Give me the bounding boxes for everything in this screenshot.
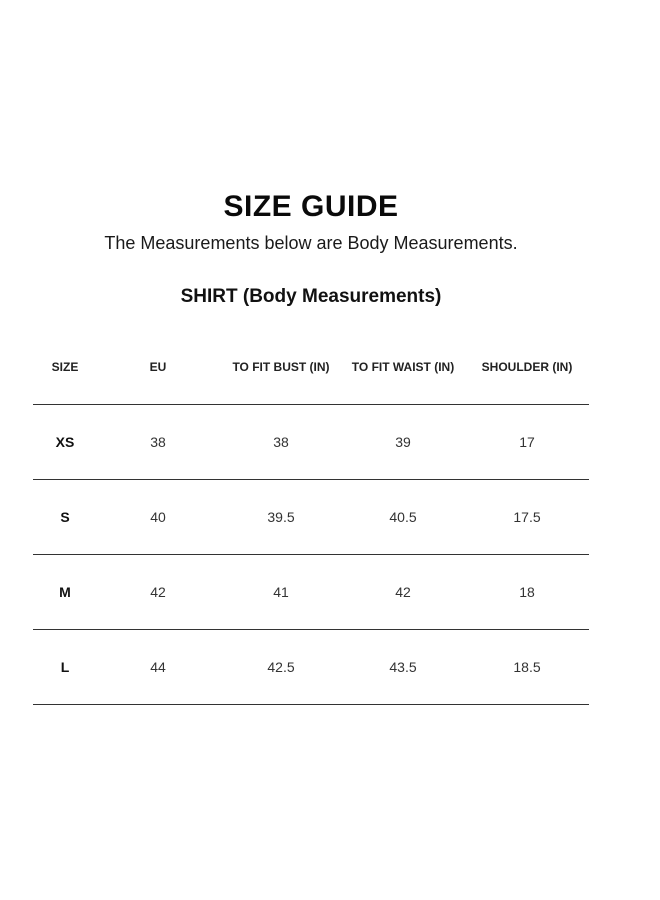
page-subtitle: The Measurements below are Body Measurements. xyxy=(104,233,518,253)
table-row xyxy=(33,405,589,480)
table-row xyxy=(33,630,589,705)
cell-bust: 42.5 xyxy=(267,659,295,675)
cell-size: S xyxy=(60,509,70,525)
cell-waist: 43.5 xyxy=(389,659,417,675)
cell-eu: 44 xyxy=(150,659,166,675)
table-row xyxy=(33,555,589,630)
cell-bust: 38 xyxy=(273,434,289,450)
cell-shoulder: 17 xyxy=(519,434,535,450)
cell-waist: 40.5 xyxy=(389,509,417,525)
cell-bust: 39.5 xyxy=(267,509,295,525)
cell-waist: 42 xyxy=(395,584,411,600)
cell-eu: 38 xyxy=(150,434,166,450)
size-table xyxy=(33,330,589,705)
cell-shoulder: 18 xyxy=(519,584,535,600)
section-title: SHIRT (Body Measurements) xyxy=(180,286,442,307)
header-eu: EU xyxy=(149,360,167,374)
table-header-row xyxy=(33,330,589,405)
page-title: SIZE GUIDE xyxy=(223,190,399,223)
cell-shoulder: 17.5 xyxy=(513,509,541,525)
header-bust: TO FIT BUST (IN) xyxy=(232,360,330,374)
header-size: SIZE xyxy=(51,360,79,374)
cell-waist: 39 xyxy=(395,434,411,450)
header-waist: TO FIT WAIST (IN) xyxy=(351,360,455,374)
cell-eu: 40 xyxy=(150,509,166,525)
cell-eu: 42 xyxy=(150,584,166,600)
cell-bust: 41 xyxy=(273,584,289,600)
cell-size: XS xyxy=(55,434,75,450)
cell-shoulder: 18.5 xyxy=(513,659,541,675)
cell-size: L xyxy=(60,659,70,675)
table-row xyxy=(33,480,589,555)
cell-size: M xyxy=(59,584,71,600)
header-shoulder: SHOULDER (IN) xyxy=(481,360,573,374)
